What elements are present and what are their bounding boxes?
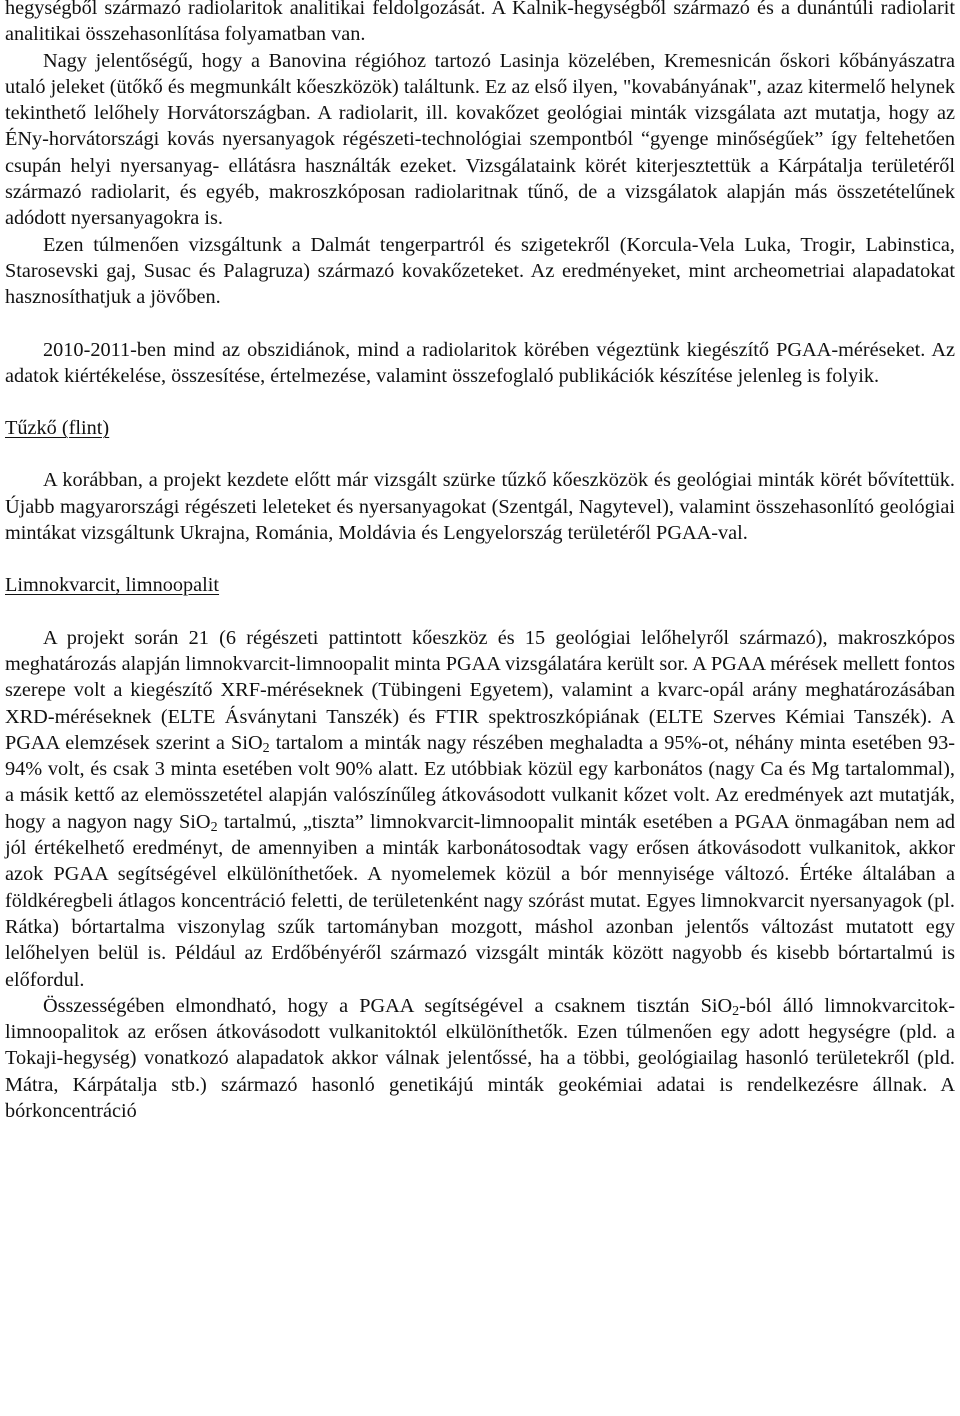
paragraph-banovina: Nagy jelentőségű, hogy a Banovina régióhoz tartozó Lasinja közelében, Kremesnicán őskori kőbányászatra utaló jeleket (ütőkő és megmunkált kőeszközök) találtunk. Ez az első ilyen, "kovabányának", azaz kitermelő helynek tekinthető lelőhely Horvátországban. A radiolarit, ill. kovakőzet geológiai minták vizsgálata azt mutatja, hogy az ÉNy-horvátországi kovás nyersanyagok régészeti-technológiai szempontból “gyenge minőségűek” így feltehetően csupán helyi nyersanyag- ellátásra használták ezeket. Vizsgálataink körét kiterjesztettük a Kárpátalja területéről származó radiolarit, és egyéb, makroszkóposan radiolaritnak tűnő, de a vizsgálatok alapján más összetételűnek adódott nyersanyagokra is.	[5, 49, 955, 230]
paragraph-gap	[5, 599, 955, 625]
paragraph-gap	[5, 311, 955, 337]
section-heading-flint: Tűzkő (flint)	[5, 417, 110, 440]
paragraph-limnokvarcit	[5, 625, 955, 993]
text-segment: A projekt során 21 (6 régészeti pattintott kőeszköz és 15 geológiai lelőhelyről származó), makroszkópos meghatározás alapján limnokvarcit-limnoopalit minta PGAA vizsgálatára került sor. A PGAA mérések mellett fontos szerepe volt a kiegészítő XRF-méréseknek (Tübingeni Egyetem), valamint a kvarc-opál arány meghatározásában XRD-méréseknek (ELTE Ásványtani Tanszék) és FTIR spektroszkópiának (ELTE Szerves Kémiai Tanszék). A PGAA elemzések szerint a SiO	[5, 626, 955, 754]
text-segment: -ból álló limnokvarcitok-limnoopalitok az erősen átkovásodott vulkanitoktól elkülöníthetők. Ezen túlmenően egy adott hegységre (pld. a Tokaji-hegység) vonatkozó alapadatok akkor válnak jelentőssé, ha a többi, geológiailag hasonló területekről (pld. Mátra, Kárpátalja stb.) származó hasonló genetikájú minták geokémiai adatai is rendelkezésre állnak. A bórkoncentráció	[5, 994, 955, 1122]
subscript-2: 2	[732, 1003, 740, 1019]
paragraph-gap	[5, 389, 955, 415]
document-page	[5, 0, 955, 1124]
paragraph-gap	[5, 546, 955, 572]
paragraph-flint: A korábban, a projekt kezdete előtt már vizsgált szürke tűzkő kőeszközök és geológiai minták körét bővítettük. Újabb magyarországi régészeti leleteket és nyersanyagokat (Szentgál, Nagytevel), valamint összehasonlító geológiai mintákat vizsgáltunk Ukrajna, Románia, Moldávia és Lengyelország területéről PGAA-val.	[5, 469, 955, 545]
paragraph-summary	[5, 993, 955, 1124]
paragraph-gap	[5, 441, 955, 467]
paragraph-continuation: hegységből származó radiolaritok analitikai feldolgozását. A Kalnik-hegységből származó és a dunántúli radiolarit analitikai összehasonlítása folyamatban van.	[5, 0, 955, 46]
subscript-2: 2	[210, 819, 218, 835]
section-heading-limnokvarcit: Limnokvarcit, limnoopalit	[5, 574, 220, 597]
subscript-2: 2	[262, 740, 270, 756]
text-segment: tartalom a minták nagy részében meghaladta a 95%-ot, néhány minta esetében 93-94% volt, és csak 3 minta esetében volt 90% alatt. Ez utóbbiak közül egy karbonátos (nagy Ca és Mg tartalommal), a másik kettő az elemösszetétel alapján valószínűleg átkovásodott vulkanit kőzet volt. Az eredmények azt mutatják, hogy a nagyon nagy SiO	[5, 731, 955, 833]
text-segment: tartalmú, „tiszta” limnokvarcit-limnoopalit minták esetében a PGAA önmagában nem ad jól értékelhető eredményt, de amennyiben a minták karbonátosodtak vagy erősen átkovásodott vulkanitok, akkor azok PGAA segítségével elkülöníthetőek. A nyomelemek közül a bór mennyisége változó. Értéke általában a földkéregbeli átlagos koncentráció feletti, de területenként nagy szórást mutat. Egyes limnokvarcit nyersanyagok (pl. Rátka) bórtartalma viszonylag szűk tartományban mozgott, máshol azonban jelentős változást mutatott egy lelőhelyen belül is. Például az Erdőbényéről származó vizsgált minták között nagyobb és kisebb bórtartalmú is előfordul.	[5, 810, 955, 991]
paragraph-dalmat: Ezen túlmenően vizsgáltunk a Dalmát tengerpartról és szigetekről (Korcula-Vela Luka, Trogir, Labinstica, Starosevski gaj, Susac és Palagruza) származó kovakőzeteket. Az eredményeket, mint archeometriai alapadatokat hasznosíthatjuk a jövőben.	[5, 233, 955, 309]
paragraph-pgaa-2010: 2010-2011-ben mind az obszidiánok, mind a radiolaritok körében végeztünk kiegészítő PGAA-méréseket. Az adatok kiértékelése, összesítése, értelmezése, valamint összefoglaló publikációk készítése jelenleg is folyik.	[5, 338, 955, 387]
text-segment: Összességében elmondható, hogy a PGAA segítségével a csaknem tisztán SiO	[43, 994, 733, 1017]
